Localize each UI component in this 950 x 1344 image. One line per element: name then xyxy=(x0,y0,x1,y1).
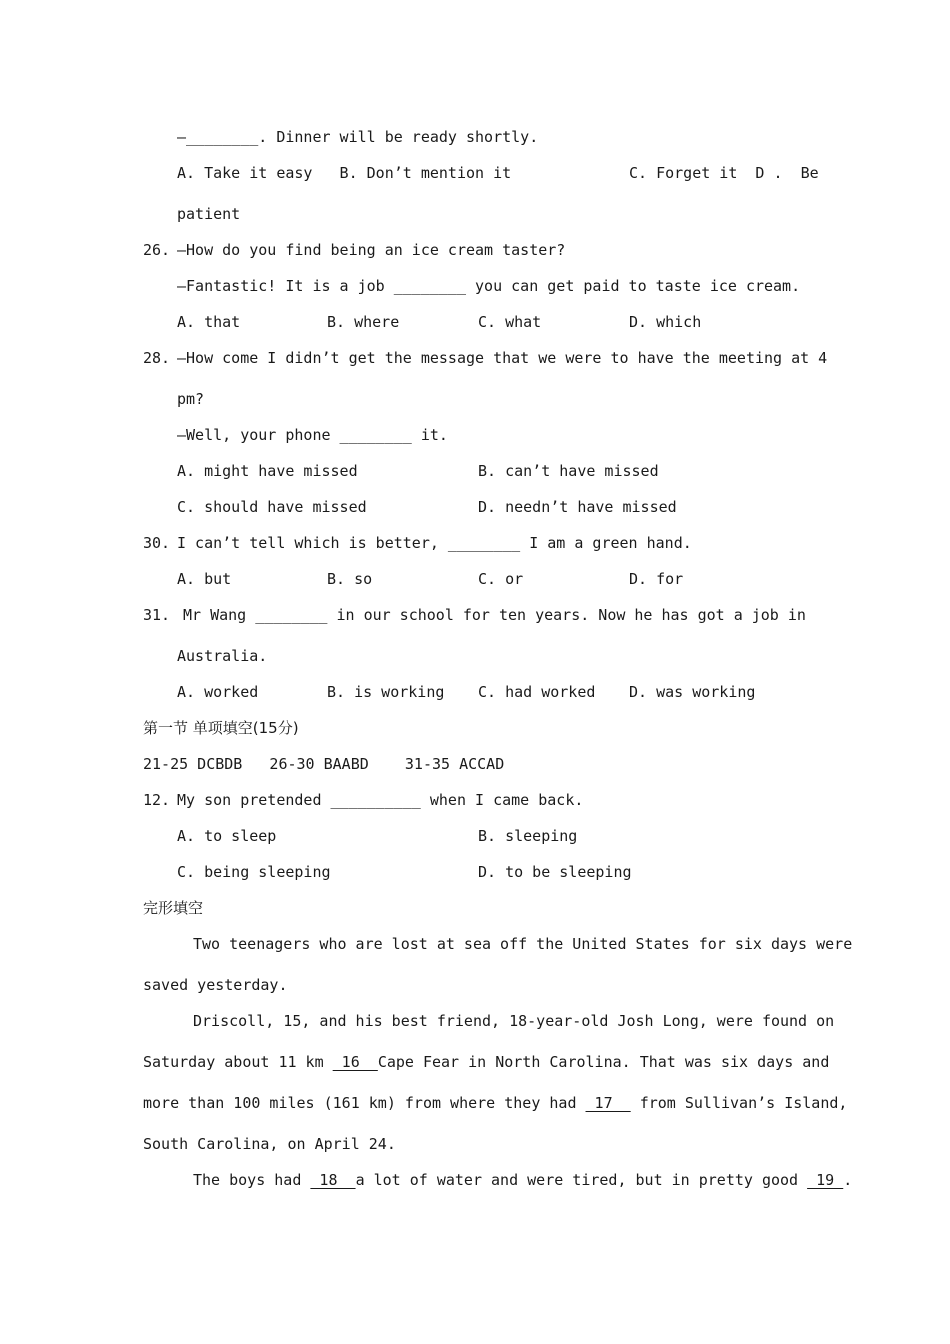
q31-option-c: C. had worked xyxy=(478,683,596,701)
q31-word: he xyxy=(634,606,653,624)
q31-question-cont: Australia. xyxy=(177,647,268,665)
q31-option-b: B. is working xyxy=(327,683,445,701)
q28-question-cont: pm? xyxy=(177,390,205,408)
q31-number: 31. xyxy=(143,606,171,624)
q28-option-b: B. can’t have missed xyxy=(478,462,659,480)
cloze-text: . xyxy=(843,1171,853,1189)
q26-option-d: D. which xyxy=(629,313,702,331)
q25-line: —________. Dinner will be ready shortly. xyxy=(177,128,539,146)
q25-options-cont: patient xyxy=(177,205,241,223)
q28-option-c: C. should have missed xyxy=(177,498,367,516)
q31-word: ten xyxy=(498,606,527,624)
q26-option-a: A. that xyxy=(177,313,241,331)
cloze-text: Cape Fear in North Carolina. That was six days and xyxy=(377,1053,830,1071)
q31-word: Mr xyxy=(183,606,202,624)
q25-options-cd: C. Forget it D . Be xyxy=(629,164,819,182)
q12-question: My son pretended __________ when I came back. xyxy=(177,791,584,809)
q31-word: Now xyxy=(598,606,626,624)
q31-option-a: A. worked xyxy=(177,683,259,701)
q26-option-b: B. where xyxy=(327,313,400,331)
q31-word: has xyxy=(661,606,689,624)
cloze-title: 完形填空 xyxy=(143,899,204,917)
q31-word: school xyxy=(399,606,454,624)
cloze-p3-line1 xyxy=(193,1170,852,1190)
cloze-p1-line1: Two teenagers who are lost at sea off the United States for six days were xyxy=(193,935,853,953)
q12-option-a: A. to sleep xyxy=(177,827,277,845)
q30-option-c: C. or xyxy=(478,570,524,588)
cloze-text: Saturday about 11 km xyxy=(143,1053,333,1071)
q30-option-a: A. but xyxy=(177,570,232,588)
q12-option-d: D. to be sleeping xyxy=(478,863,632,881)
cloze-text: The boys had xyxy=(193,1171,311,1189)
q12-number: 12. xyxy=(143,791,171,809)
q28-question: —How come I didn’t get the message that we were to have the meeting at 4 xyxy=(177,349,828,367)
q26-question: —How do you find being an ice cream taster? xyxy=(177,241,566,259)
blank-16: 16 xyxy=(332,1053,378,1071)
q31-word: Wang xyxy=(210,606,247,624)
q31-blank: ________ xyxy=(255,606,328,624)
q12-option-c: C. being sleeping xyxy=(177,863,331,881)
q26-option-c: C. what xyxy=(478,313,542,331)
q28-answer-line: —Well, your phone ________ it. xyxy=(177,426,448,444)
blank-19: 19 xyxy=(807,1171,844,1189)
blank-18: 18 xyxy=(310,1171,356,1189)
q30-number: 30. xyxy=(143,534,171,552)
q31-option-d: D. was working xyxy=(629,683,756,701)
cloze-text: a lot of water and were tired, but in pretty good xyxy=(355,1171,808,1189)
q31-word: job xyxy=(751,606,779,624)
cloze-text: more than 100 miles (161 km) from where they had xyxy=(143,1094,586,1112)
q30-question: I can’t tell which is better, ________ I am a green hand. xyxy=(177,534,692,552)
q31-word: our xyxy=(363,606,391,624)
q31-question xyxy=(183,605,806,625)
q31-word: in xyxy=(336,606,355,624)
q30-option-b: B. so xyxy=(327,570,373,588)
q31-word: got xyxy=(697,606,725,624)
q26-number: 26. xyxy=(143,241,171,259)
cloze-text: from Sullivan’s Island, xyxy=(630,1094,848,1112)
q31-word: a xyxy=(733,606,743,624)
answer-key: 21-25 DCBDB 26-30 BAABD 31-35 ACCAD xyxy=(143,755,505,773)
cloze-p2-line4: South Carolina, on April 24. xyxy=(143,1135,396,1153)
q31-word: for xyxy=(462,606,490,624)
q28-option-a: A. might have missed xyxy=(177,462,358,480)
q28-option-d: D. needn’t have missed xyxy=(478,498,677,516)
cloze-p2-line2 xyxy=(143,1052,829,1072)
q30-option-d: D. for xyxy=(629,570,684,588)
q25-options-ab: A. Take it easy B. Don’t mention it xyxy=(177,164,512,182)
q31-word: in xyxy=(787,606,806,624)
cloze-p2-line3 xyxy=(143,1093,847,1113)
blank-17: 17 xyxy=(585,1094,631,1112)
q12-option-b: B. sleeping xyxy=(478,827,578,845)
q28-number: 28. xyxy=(143,349,171,367)
cloze-p1-line2: saved yesterday. xyxy=(143,976,288,994)
q31-word: years. xyxy=(535,606,590,624)
section-title: 第一节 单项填空(15分) xyxy=(143,719,299,737)
cloze-p2-line1: Driscoll, 15, and his best friend, 18-year-old Josh Long, were found on xyxy=(193,1012,835,1030)
q26-answer-line: —Fantastic! It is a job ________ you can get paid to taste ice cream. xyxy=(177,277,801,295)
